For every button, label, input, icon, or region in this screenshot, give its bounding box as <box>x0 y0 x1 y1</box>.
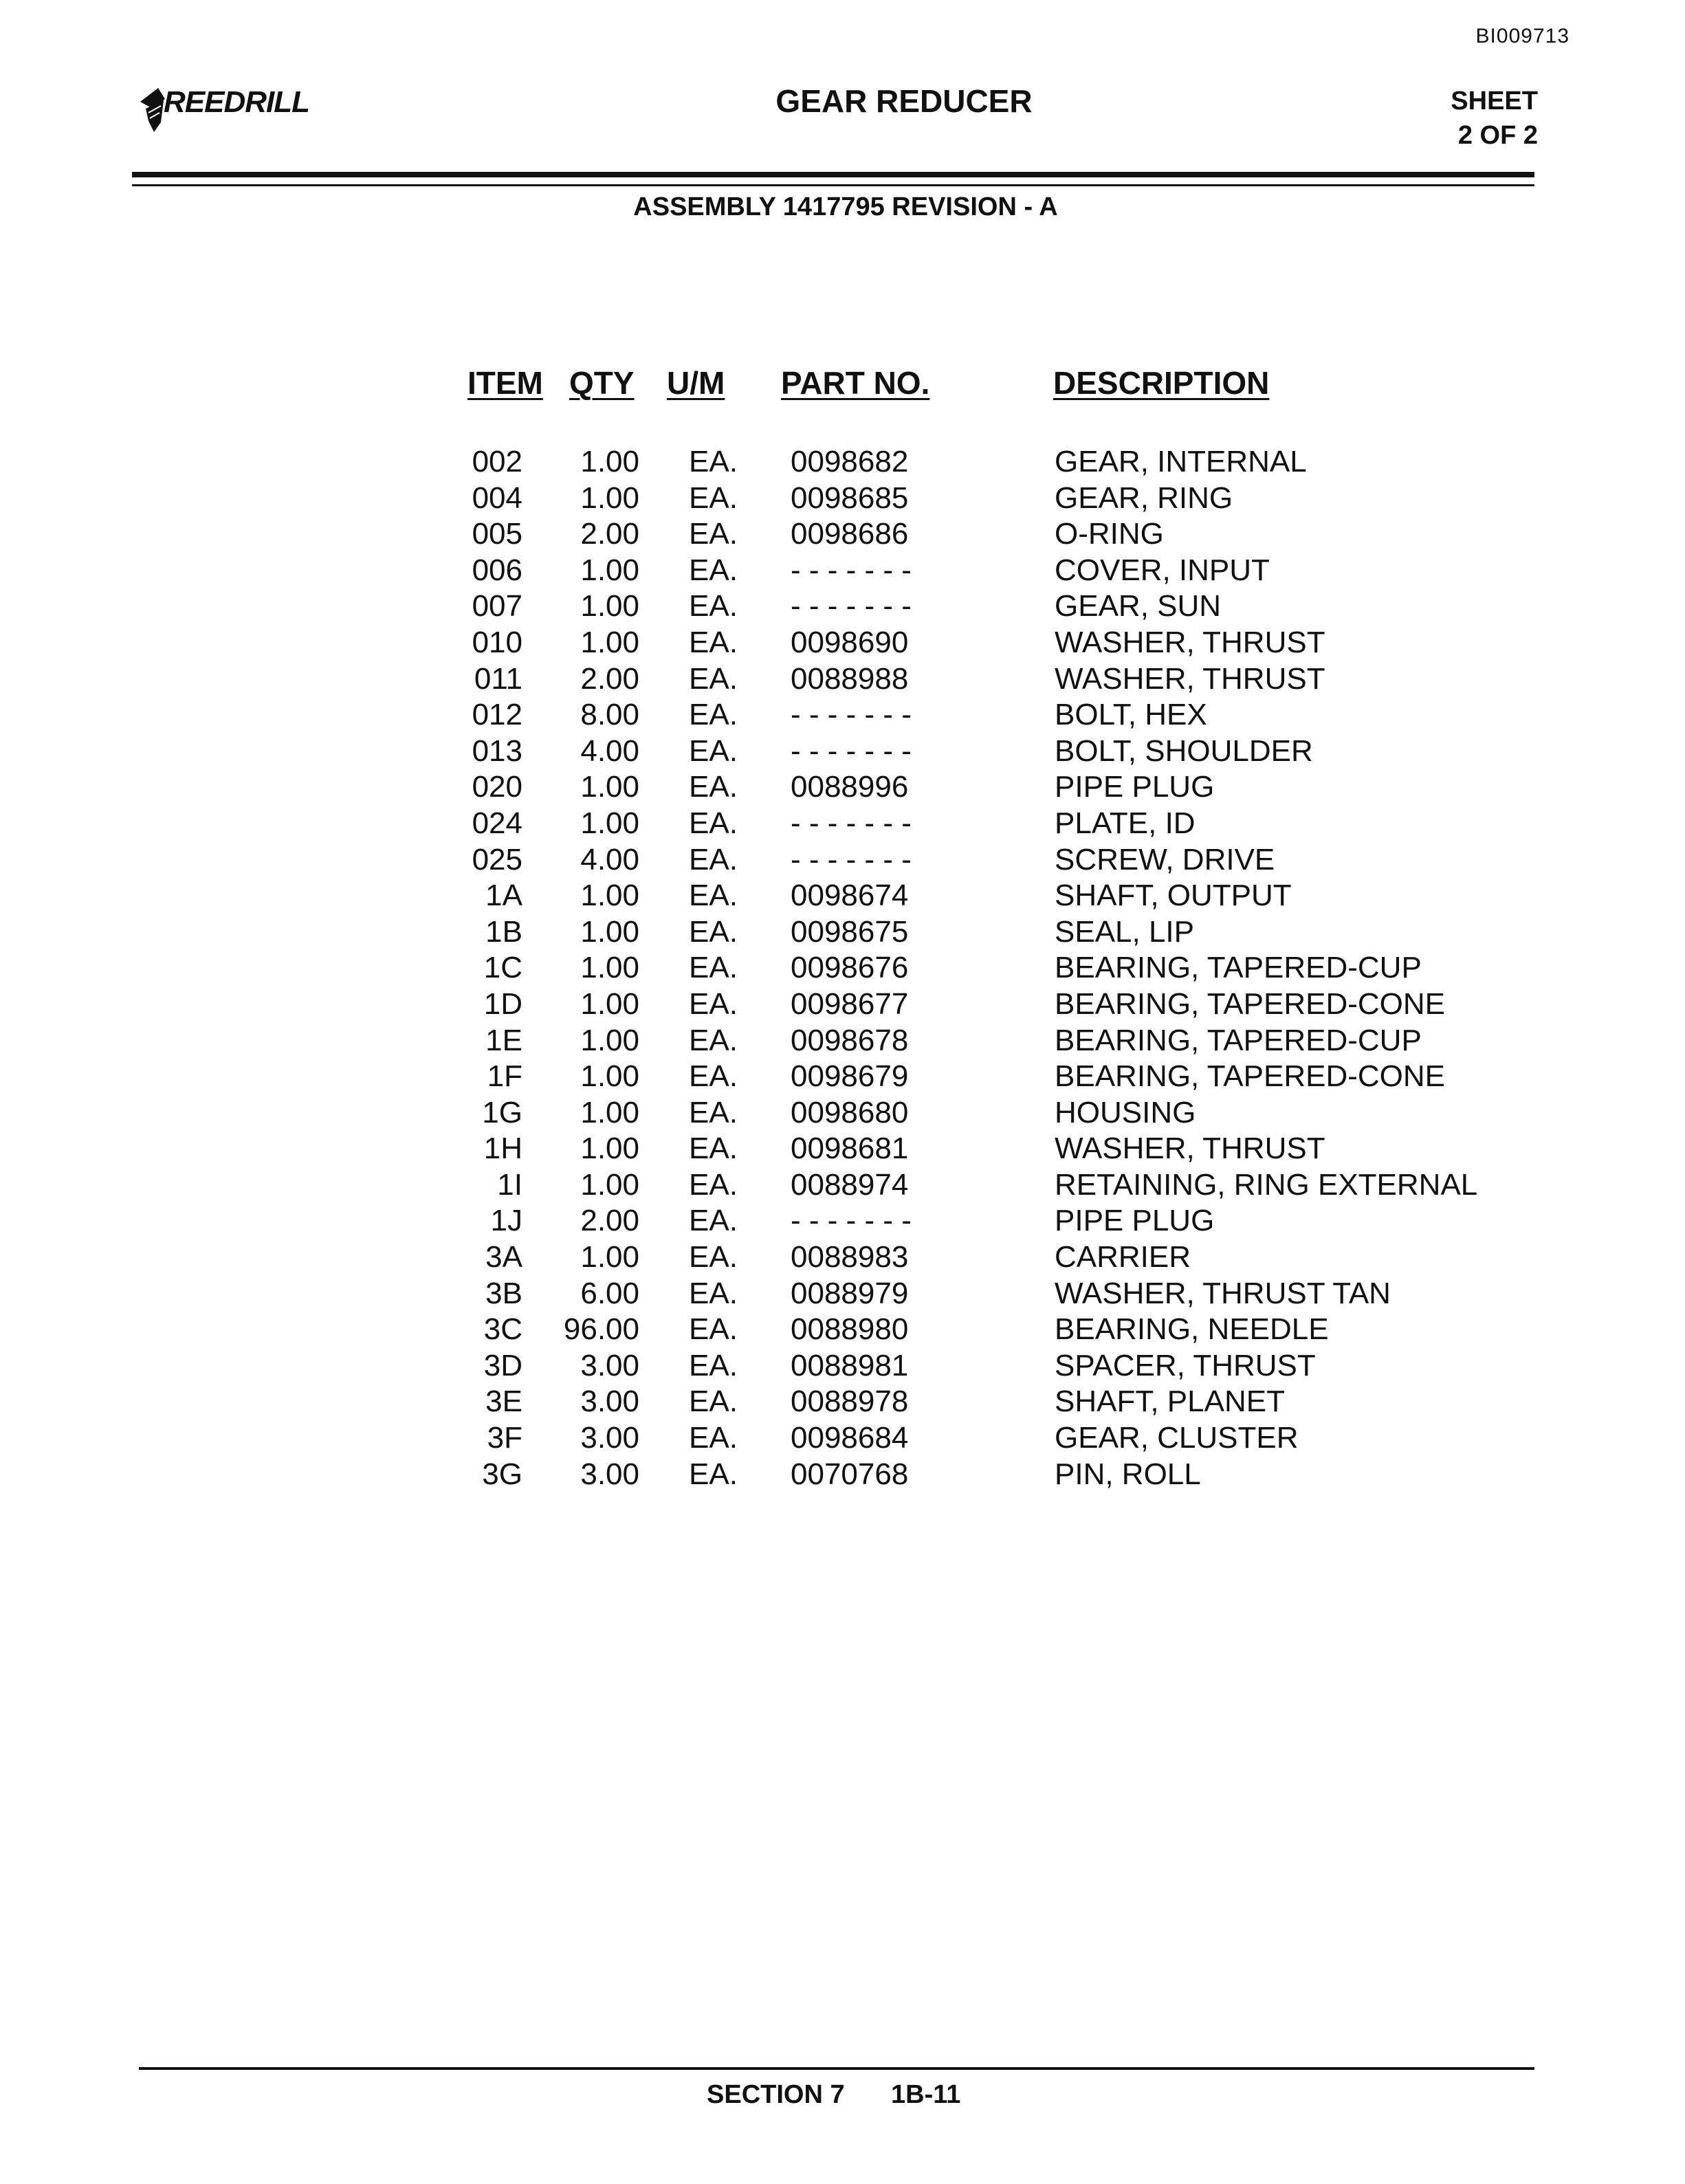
row-qty: 4.00 <box>580 842 639 876</box>
row-um: EA. <box>689 445 738 478</box>
page-title: GEAR REDUCER <box>775 83 1033 119</box>
table-row <box>0 1420 1685 1457</box>
row-description: WASHER, THRUST <box>1055 661 1325 696</box>
row-description: BOLT, HEX <box>1055 698 1207 732</box>
sheet-value: 2 OF 2 <box>1457 121 1538 150</box>
row-um: EA. <box>689 986 738 1021</box>
row-description: GEAR, INTERNAL <box>1055 445 1307 478</box>
row-qty: 3.00 <box>580 1348 639 1382</box>
row-qty: 3.00 <box>580 1421 639 1455</box>
row-item: 024 <box>472 806 522 840</box>
row-item: 1B <box>485 914 522 949</box>
table-row <box>0 878 1685 914</box>
row-part-no: - - - - - - - <box>791 806 912 840</box>
row-part-no: - - - - - - - <box>791 733 912 768</box>
row-qty: 1.00 <box>580 986 639 1021</box>
row-item: 3D <box>483 1348 522 1382</box>
row-part-no: - - - - - - - <box>791 842 912 876</box>
row-description: PIN, ROLL <box>1055 1457 1201 1491</box>
row-part-no: 0098680 <box>791 1095 909 1129</box>
footer-section: SECTION 7 <box>707 2080 845 2109</box>
row-item: 1C <box>483 951 522 985</box>
table-row <box>0 697 1685 733</box>
row-um: EA. <box>689 1167 738 1202</box>
table-row <box>0 1203 1685 1239</box>
row-um: EA. <box>689 553 738 587</box>
row-qty: 3.00 <box>580 1385 639 1419</box>
row-um: EA. <box>689 1132 738 1166</box>
table-row <box>0 1312 1685 1348</box>
row-part-no: 0098676 <box>791 951 909 985</box>
row-um: EA. <box>689 661 738 696</box>
row-part-no: 0098679 <box>791 1059 909 1094</box>
parts-table <box>0 444 1685 1492</box>
row-description: PIPE PLUG <box>1055 1204 1215 1238</box>
row-um: EA. <box>689 806 738 840</box>
header-qty: QTY <box>569 365 635 401</box>
row-qty: 1.00 <box>580 589 639 624</box>
document-id: BI009713 <box>1475 25 1570 47</box>
table-row <box>0 986 1685 1023</box>
header-rule-thin <box>132 184 1534 186</box>
table-row <box>0 1276 1685 1312</box>
table-row <box>0 1457 1685 1493</box>
row-description: SHAFT, PLANET <box>1055 1385 1285 1419</box>
row-item: 3E <box>485 1385 522 1419</box>
row-qty: 96.00 <box>563 1312 639 1347</box>
header-part-no: PART NO. <box>781 365 930 401</box>
row-part-no: - - - - - - - <box>791 1204 912 1238</box>
row-part-no: 0088983 <box>791 1240 909 1275</box>
row-qty: 2.00 <box>580 517 639 551</box>
row-qty: 4.00 <box>580 733 639 768</box>
row-qty: 1.00 <box>580 445 639 478</box>
row-part-no: 0088978 <box>791 1385 909 1419</box>
row-qty: 1.00 <box>580 951 639 985</box>
row-part-no: 0098678 <box>791 1023 909 1057</box>
row-description: WASHER, THRUST <box>1055 625 1325 659</box>
row-description: GEAR, CLUSTER <box>1055 1421 1299 1455</box>
row-um: EA. <box>689 733 738 768</box>
row-part-no: 0098681 <box>791 1132 909 1166</box>
row-part-no: - - - - - - - <box>791 589 912 624</box>
row-um: EA. <box>689 698 738 732</box>
row-item: 005 <box>472 517 522 551</box>
row-um: EA. <box>689 879 738 913</box>
row-description: CARRIER <box>1055 1240 1191 1275</box>
row-qty: 1.00 <box>580 1095 639 1129</box>
row-item: 3B <box>485 1276 522 1310</box>
row-um: EA. <box>689 1348 738 1382</box>
row-description: HOUSING <box>1055 1095 1196 1129</box>
row-description: GEAR, RING <box>1055 481 1233 515</box>
row-description: WASHER, THRUST TAN <box>1055 1276 1391 1310</box>
row-description: RETAINING, RING EXTERNAL <box>1055 1167 1478 1202</box>
table-row <box>0 1239 1685 1276</box>
row-part-no: 0088981 <box>791 1348 909 1382</box>
row-part-no: 0088979 <box>791 1276 909 1310</box>
row-item: 010 <box>472 625 522 659</box>
row-part-no: 0098684 <box>791 1421 909 1455</box>
row-part-no: 0088974 <box>791 1167 909 1202</box>
row-item: 1F <box>487 1059 522 1094</box>
row-qty: 2.00 <box>580 1204 639 1238</box>
row-description: WASHER, THRUST <box>1055 1132 1325 1166</box>
table-row <box>0 1348 1685 1385</box>
row-qty: 1.00 <box>580 1059 639 1094</box>
table-row <box>0 1167 1685 1204</box>
row-um: EA. <box>689 481 738 515</box>
row-description: PLATE, ID <box>1055 806 1196 840</box>
row-item: 3G <box>482 1457 522 1491</box>
row-description: GEAR, SUN <box>1055 589 1222 624</box>
row-um: EA. <box>689 1240 738 1275</box>
footer-rule <box>139 2067 1534 2070</box>
row-qty: 1.00 <box>580 553 639 587</box>
row-item: 1J <box>490 1204 522 1238</box>
row-part-no: 0088996 <box>791 770 909 804</box>
footer-page-number: 1B-11 <box>891 2080 961 2109</box>
row-um: EA. <box>689 1385 738 1419</box>
row-qty: 2.00 <box>580 661 639 696</box>
table-row <box>0 661 1685 698</box>
row-item: 1A <box>485 879 522 913</box>
row-um: EA. <box>689 1421 738 1455</box>
row-description: PIPE PLUG <box>1055 770 1215 804</box>
row-um: EA. <box>689 842 738 876</box>
row-qty: 1.00 <box>580 1023 639 1057</box>
row-item: 013 <box>472 733 522 768</box>
table-row <box>0 733 1685 770</box>
row-description: BEARING, TAPERED-CONE <box>1055 986 1446 1021</box>
row-part-no: 0098682 <box>791 445 909 478</box>
row-item: 025 <box>472 842 522 876</box>
row-item: 004 <box>472 481 522 515</box>
row-qty: 8.00 <box>580 698 639 732</box>
row-um: EA. <box>689 1276 738 1310</box>
table-row <box>0 1059 1685 1095</box>
row-part-no: 0098677 <box>791 986 909 1021</box>
row-um: EA. <box>689 1023 738 1057</box>
row-item: 011 <box>474 661 522 696</box>
row-qty: 1.00 <box>580 914 639 949</box>
row-item: 006 <box>472 553 522 587</box>
row-qty: 1.00 <box>580 1167 639 1202</box>
row-item: 3F <box>487 1421 522 1455</box>
brand-name: REEDRILL <box>164 85 309 119</box>
row-description: BEARING, TAPERED-CONE <box>1055 1059 1446 1094</box>
row-item: 3C <box>483 1312 522 1347</box>
row-um: EA. <box>689 1059 738 1094</box>
table-row <box>0 1384 1685 1420</box>
row-description: BEARING, TAPERED-CUP <box>1055 951 1422 985</box>
row-item: 1E <box>485 1023 522 1057</box>
row-description: SHAFT, OUTPUT <box>1055 879 1292 913</box>
row-qty: 1.00 <box>580 625 639 659</box>
row-part-no: 0088988 <box>791 661 909 696</box>
brand-logo <box>137 81 344 143</box>
table-row <box>0 914 1685 951</box>
row-part-no: 0098675 <box>791 914 909 949</box>
table-row <box>0 1023 1685 1059</box>
row-qty: 1.00 <box>580 770 639 804</box>
row-qty: 1.00 <box>580 481 639 515</box>
row-um: EA. <box>689 951 738 985</box>
table-header <box>0 364 1685 406</box>
row-um: EA. <box>689 1457 738 1491</box>
row-um: EA. <box>689 1095 738 1129</box>
table-row <box>0 1131 1685 1167</box>
row-um: EA. <box>689 625 738 659</box>
assembly-revision: ASSEMBLY 1417795 REVISION - A <box>633 192 1058 221</box>
row-item: 1H <box>483 1132 522 1166</box>
row-description: SPACER, THRUST <box>1055 1348 1316 1382</box>
table-row <box>0 553 1685 589</box>
row-description: BOLT, SHOULDER <box>1055 733 1313 768</box>
sheet-label: SHEET <box>1451 87 1538 115</box>
row-um: EA. <box>689 517 738 551</box>
row-qty: 1.00 <box>580 1132 639 1166</box>
row-description: SCREW, DRIVE <box>1055 842 1275 876</box>
table-row <box>0 588 1685 625</box>
row-item: 1D <box>483 986 522 1021</box>
row-um: EA. <box>689 914 738 949</box>
header-description: DESCRIPTION <box>1053 365 1270 401</box>
row-part-no: 0098685 <box>791 481 909 515</box>
row-qty: 1.00 <box>580 1240 639 1275</box>
header-item: ITEM <box>467 365 543 401</box>
row-um: EA. <box>689 589 738 624</box>
row-qty: 6.00 <box>580 1276 639 1310</box>
row-item: 3A <box>485 1240 522 1275</box>
row-item: 020 <box>472 770 522 804</box>
row-part-no: 0098686 <box>791 517 909 551</box>
row-item: 1I <box>497 1167 522 1202</box>
header-um: U/M <box>667 365 725 401</box>
row-item: 007 <box>472 589 522 624</box>
row-um: EA. <box>689 1312 738 1347</box>
row-description: O-RING <box>1055 517 1164 551</box>
table-row <box>0 625 1685 661</box>
row-part-no: 0070768 <box>791 1457 909 1491</box>
table-row <box>0 806 1685 842</box>
row-qty: 3.00 <box>580 1457 639 1491</box>
row-part-no: 0098690 <box>791 625 909 659</box>
row-qty: 1.00 <box>580 879 639 913</box>
row-qty: 1.00 <box>580 806 639 840</box>
row-um: EA. <box>689 1204 738 1238</box>
row-item: 012 <box>472 698 522 732</box>
table-row <box>0 481 1685 517</box>
row-description: BEARING, NEEDLE <box>1055 1312 1329 1347</box>
row-description: BEARING, TAPERED-CUP <box>1055 1023 1422 1057</box>
row-description: COVER, INPUT <box>1055 553 1270 587</box>
row-part-no: - - - - - - - <box>791 553 912 587</box>
table-row <box>0 516 1685 553</box>
header-rule-thick <box>132 172 1534 177</box>
table-row <box>0 444 1685 481</box>
row-um: EA. <box>689 770 738 804</box>
table-row <box>0 842 1685 879</box>
row-description: SEAL, LIP <box>1055 914 1195 949</box>
row-item: 002 <box>472 445 522 478</box>
row-part-no: - - - - - - - <box>791 698 912 732</box>
table-row <box>0 950 1685 986</box>
row-item: 1G <box>482 1095 522 1129</box>
row-part-no: 0088980 <box>791 1312 909 1347</box>
table-row <box>0 1095 1685 1132</box>
table-row <box>0 769 1685 806</box>
row-part-no: 0098674 <box>791 879 909 913</box>
sheet-indicator <box>1451 84 1538 153</box>
